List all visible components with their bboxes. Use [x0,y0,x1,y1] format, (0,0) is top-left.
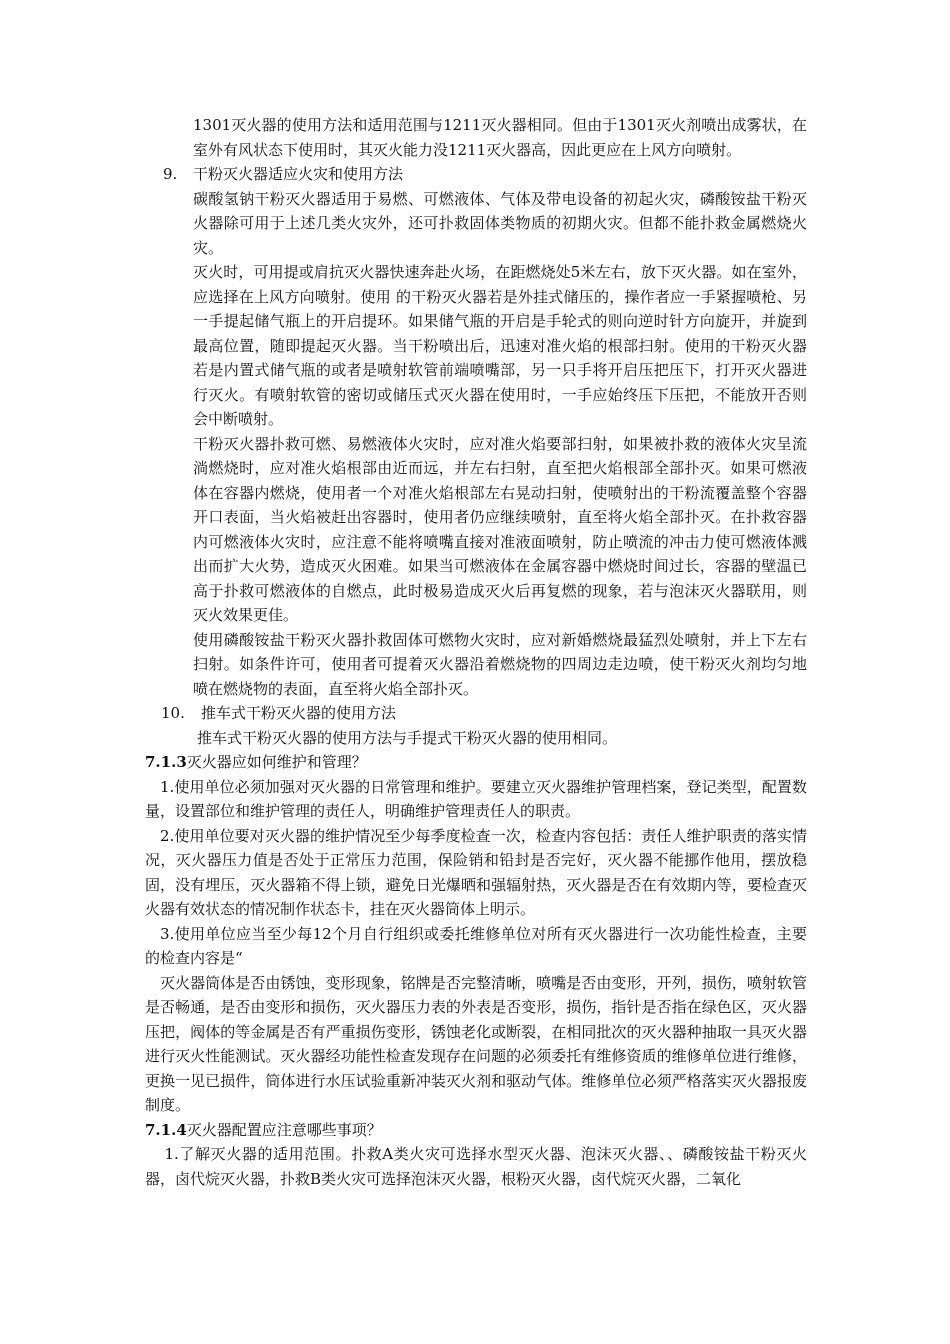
paragraph-1301: 1301灭火器的使用方法和适用范围与1211灭火器相同。但由于1301灭火剂喷出成雾状，在室外有风状态下使用时，其灭火能力没1211灭火器高，因此更应在上风方向喷射。 [193,116,807,159]
list-item-title: 干粉灭火器适应火灾和使用方法 [193,165,404,183]
paragraph-configuration-1: 1.了解灭火器的适用范围。扑救A类火灾可选择水型灭火器、泡沫灭火器、、磷酸铵盐干粉灭火器，卤代烷灭火器，扑救B类火灾可选择泡沫灭火器，根粉灭火器，卤代烷灭火器，二氧化 [145,1145,807,1188]
paragraph-dry-powder-liquid-fire: 干粉灭火器扑救可燃、易燃液体火灾时，应对准火焰要部扫射，如果被扑救的液体火灾呈流淌燃烧时，应对准火焰根部由近而远，并左右扫射，直至把火焰根部全部扑灭。如果可燃液体在容器内燃烧，使用者一个对准火焰根部左右晃动扫射，使喷射出的干粉流覆盖整个容器开口表面，当火焰被赶出容器时，使用者仍应继续喷射，直至将火焰全部扑灭。在扑救容器内可燃液体火灾时，应注意不能将喷嘴直接对准液面喷射，防止喷流的冲击力使可燃液体溅出而扩大火势，造成灭火困难。如果当可燃液体在金属容器中燃烧时间过长，容器的壁温已高于扑救可燃液体的自燃点，此时极易造成灭火后再复燃的现象，若与泡沫灭火器联用，则灭火效果更佳。 [193,434,807,624]
list-item-number: 10. [161,704,185,722]
paragraph-maintenance-3: 3.使用单位应当至少每12个月自行组织或委托维修单位对所有灭火器进行一次功能性检查，主要的检查内容是“ [145,924,807,967]
paragraph-dry-powder-usage: 灭火时，可用提或肩抗灭火器快速奔赴火场，在距燃烧处5米左右，放下灭火器。如在室外，应选择在上风方向喷射。使用 的干粉灭火器若是外挂式储压的，操作者应一手紧握喷枪、另一手提起储气瓶上的开启提环。如果储气瓶的开启是手轮式的则向逆时针方向旋开，并旋到最高位置，随即提起灭火器。当干粉喷出后，迅速对准火焰的根部扫射。使用的干粉灭火器若是内置式储气瓶的或者是喷射软管前端喷嘴部，另一只手将开启压把压下，打开灭火器进行灭火。有喷射软管的密切或储压式灭火器在使用时，一手应始终压下压把，不能放开否则会中断喷射。 [193,263,807,428]
paragraph-maintenance-3-detail: 灭火器筒体是否由锈蚀，变形现象，铭牌是否完整清晰，喷嘴是否由变形，开列，损伤，喷射软管是否畅通，是否由变形和损伤，灭火器压力表的外表是否变形，损伤，指针是否指在绿色区，灭火器压把，阀体的等金属是否有严重损伤变形，锈蚀老化或断裂，在相同批次的灭火器种抽取一具灭火器进行灭火性能测试。灭火器经功能性检查发现存在问题的必须委托有维修资质的维修单位进行维修，更换一见已损件，筒体进行水压试验重新冲装灭火剂和驱动气体。维修单位必须严格落实灭火器报废制度。 [145,973,807,1114]
list-item-10 [145,701,807,726]
list-item-number: 9. [163,165,178,183]
section-heading-7-1-4 [145,1118,807,1143]
paragraph-dry-powder-scope: 碳酸氢钠干粉灭火器适用于易燃、可燃液体、气体及带电设备的初起火灾，磷酸铵盐干粉灭火器除可用于上述几类火灾外，还可扑救固体类物质的初期火灾。但都不能扑救金属燃烧火灾。 [193,189,807,257]
paragraph-maintenance-2: 2.使用单位要对灭火器的维护情况至少每季度检查一次，检查内容包括：责任人维护职责的落实情况，灭火器压力值是否处于正常压力范围，保险销和铅封是否完好，灭火器不能挪作他用，摆放稳固，没有埋压，灭火器箱不得上锁，避免日光爆晒和强辐射热，灭火器是否在有效期内等，要检查灭火器有效状态的情况制作状态卡，挂在灭火器筒体上明示。 [145,826,807,918]
paragraph-maintenance-1: 1.使用单位必须加强对灭火器的日常管理和维护。要建立灭火器维护管理档案，登记类型，配置数量，设置部位和维护管理的责任人，明确维护管理责任人的职责。 [145,777,807,820]
section-number: 7.1.4 [145,1120,187,1139]
paragraph-dry-powder-solid-fire: 使用磷酸铵盐干粉灭火器扑救固体可燃物火灾时，应对新婚燃烧最猛烈处喷射，并上下左右扫射。如条件许可，使用者可提着灭火器沿着燃烧物的四周边走边喷，使干粉灭火剂均匀地喷在燃烧物的表面，直至将火焰全部扑灭。 [193,630,807,698]
paragraph-cart-extinguisher: 推车式干粉灭火器的使用方法与手提式干粉灭火器的使用相同。 [197,728,618,747]
section-number: 7.1.3 [145,753,187,771]
section-title: 灭火器应如何维护和管理？ [186,753,367,771]
document-content [145,113,807,1191]
section-heading-7-1-3 [145,750,807,775]
section-title: 灭火器配置应注意哪些事项？ [186,1120,382,1139]
list-item-title: 推车式干粉灭火器的使用方法 [201,704,397,722]
list-item-9 [145,162,807,187]
